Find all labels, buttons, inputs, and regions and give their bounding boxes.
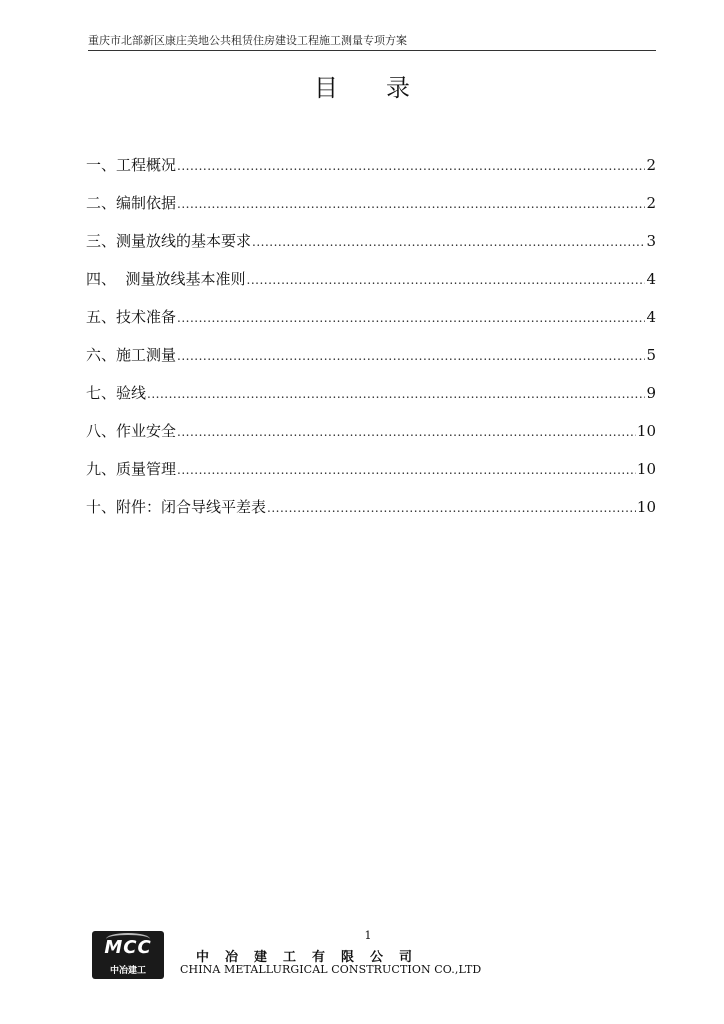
toc-entry[interactable] [86,152,656,190]
toc-entry[interactable] [86,342,656,380]
toc-entry-label: 四、 测量放线基本准则 [86,270,246,288]
toc-entry-page: 10 [636,460,656,478]
toc-entry[interactable] [86,456,656,494]
toc-entry-label: 八、作业安全 [86,422,177,440]
toc-leader-dots [267,495,636,521]
toc-leader-dots [177,419,636,445]
logo-caption: 中冶建工 [109,966,146,976]
toc-entry[interactable] [86,228,656,266]
toc-entry[interactable] [86,304,656,342]
company-name-en: CHINA METALLURGICAL CONSTRUCTION CO.,LTD [180,963,482,976]
toc-entry[interactable] [86,190,656,228]
toc-entry[interactable] [86,380,656,418]
toc-entry-label: 九、质量管理 [86,460,177,478]
toc-entry-page: 2 [646,194,656,212]
title-char-1: 目 [314,74,338,102]
toc-entry-page: 5 [646,346,656,364]
toc-entry-label: 三、测量放线的基本要求 [86,232,252,250]
toc-entry-label: 十、附件：闭合导线平差表 [86,498,267,516]
toc-entry-label: 二、编制依据 [86,194,177,212]
toc-entry-label: 五、技术准备 [86,308,177,326]
toc-entry-page: 10 [636,422,656,440]
toc-entry-page: 10 [636,498,656,516]
page-header: 重庆市北部新区康庄美地公共租赁住房建设工程施工测量专项方案 [88,34,656,51]
toc-entry-page: 2 [646,156,656,174]
toc-leader-dots [177,153,645,179]
company-logo-icon [92,931,164,979]
toc-entry-label: 六、施工测量 [86,346,177,364]
toc-leader-dots [252,229,645,255]
toc-leader-dots [147,381,645,407]
table-of-contents [86,152,656,532]
toc-entry-label: 一、工程概况 [86,156,177,174]
toc-entry-page: 4 [646,270,656,288]
page-number: 1 [364,929,372,942]
toc-entry[interactable] [86,266,656,304]
toc-entry-page: 3 [646,232,656,250]
toc-leader-dots [177,457,636,483]
title-char-2: 录 [386,74,410,102]
toc-entry[interactable] [86,418,656,456]
company-name-cn: 中冶建工有限公司 [196,950,429,965]
page-title [0,72,724,104]
toc-leader-dots [177,343,645,369]
toc-leader-dots [247,267,646,293]
toc-leader-dots [177,191,645,217]
toc-leader-dots [177,305,645,331]
toc-entry-label: 七、验线 [86,384,147,402]
logo-mark: MCC [104,937,152,958]
toc-entry[interactable] [86,494,656,532]
toc-entry-page: 9 [646,384,656,402]
toc-entry-page: 4 [646,308,656,326]
